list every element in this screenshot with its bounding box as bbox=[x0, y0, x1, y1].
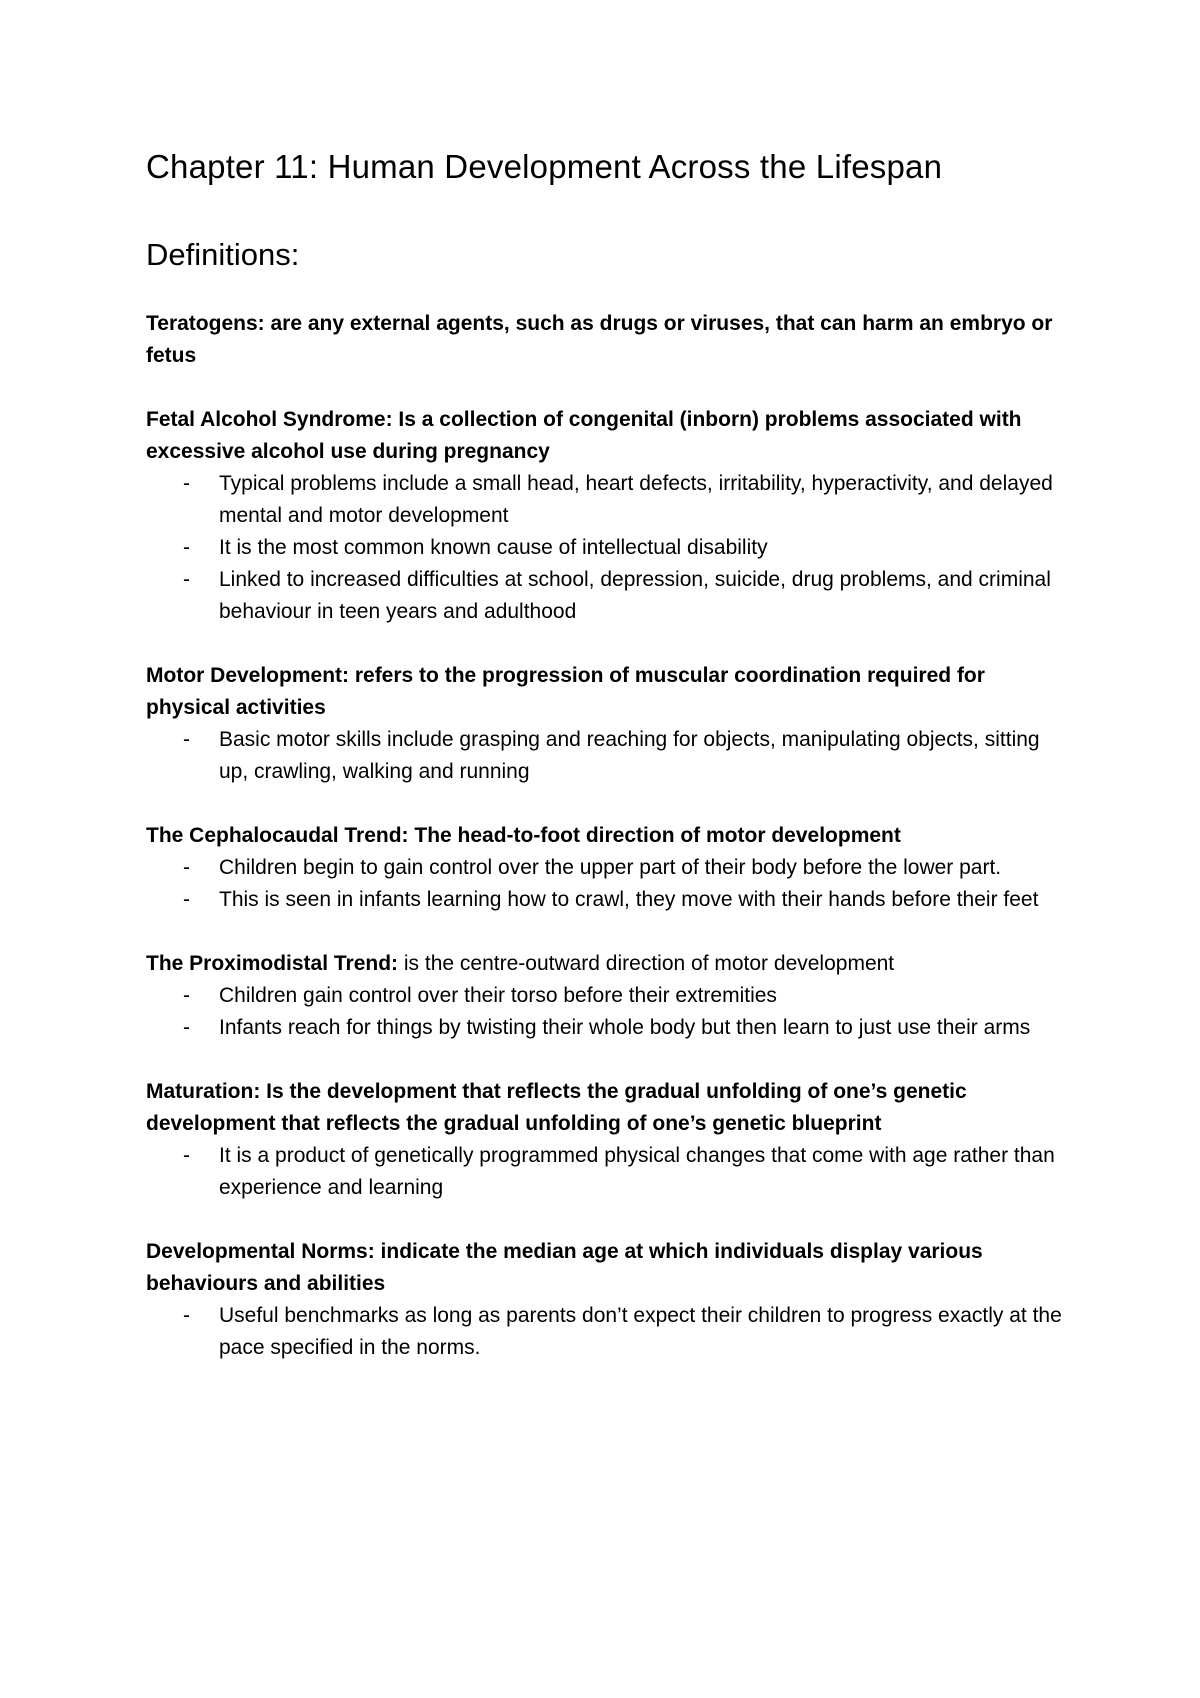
bullet-dash: - bbox=[183, 888, 190, 911]
definition-term-rest: is the centre-outward direction of motor development bbox=[398, 952, 895, 975]
definition-term bbox=[146, 404, 1066, 468]
definition-term bbox=[146, 820, 1066, 852]
page-title: Chapter 11: Human Development Across the Lifespan bbox=[146, 148, 943, 185]
definition-block bbox=[146, 1076, 1066, 1204]
bullet-item bbox=[146, 468, 1066, 532]
bullet-dash: - bbox=[183, 1144, 190, 1167]
bullet-list bbox=[146, 724, 1066, 788]
document-page bbox=[146, 143, 1066, 1396]
definition-term-bold: The Cephalocaudal Trend: The head-to-foot direction of motor development bbox=[146, 824, 901, 847]
definition-block bbox=[146, 1236, 1066, 1364]
bullet-item bbox=[146, 1300, 1066, 1364]
definition-term bbox=[146, 1076, 1066, 1140]
definition-term-bold: The Proximodistal Trend: bbox=[146, 952, 399, 975]
bullet-list bbox=[146, 1140, 1066, 1204]
bullet-text: Basic motor skills include grasping and reaching for objects, manipulating objects, sitting up, crawling, walking and running bbox=[219, 728, 1040, 783]
bullet-text: Children gain control over their torso before their extremities bbox=[219, 984, 777, 1007]
bullet-text: Children begin to gain control over the upper part of their body before the lower part. bbox=[219, 856, 1002, 879]
bullet-list bbox=[146, 1300, 1066, 1364]
definition-term bbox=[146, 1236, 1066, 1300]
bullet-item bbox=[146, 980, 1066, 1012]
bullet-text: This is seen in infants learning how to crawl, they move with their hands before their feet bbox=[219, 888, 1039, 911]
bullet-text: Linked to increased difficulties at school, depression, suicide, drug problems, and criminal behaviour in teen years and adulthood bbox=[219, 568, 1051, 623]
definition-term-bold: Maturation: Is the development that reflects the gradual unfolding of one’s genetic development that reflects the gradual unfolding of one’s genetic blueprint bbox=[146, 1080, 967, 1135]
bullet-dash: - bbox=[183, 856, 190, 879]
definition-term bbox=[146, 308, 1066, 372]
definition-term-bold: Motor Development: refers to the progression of muscular coordination required for physical activities bbox=[146, 664, 985, 719]
bullet-dash: - bbox=[183, 1016, 190, 1039]
bullet-dash: - bbox=[183, 984, 190, 1007]
bullet-dash: - bbox=[183, 472, 190, 495]
bullet-dash: - bbox=[183, 536, 190, 559]
bullet-item bbox=[146, 532, 1066, 564]
bullet-dash: - bbox=[183, 728, 190, 751]
definition-block bbox=[146, 308, 1066, 372]
bullet-text: It is the most common known cause of intellectual disability bbox=[219, 536, 768, 559]
definition-term-bold: Developmental Norms: indicate the median age at which individuals display various behaviours and abilities bbox=[146, 1240, 983, 1295]
bullet-text: Infants reach for things by twisting their whole body but then learn to just use their arms bbox=[219, 1016, 1031, 1039]
bullet-list bbox=[146, 980, 1066, 1044]
bullet-dash: - bbox=[183, 1304, 190, 1327]
definition-term bbox=[146, 948, 1066, 980]
bullet-item bbox=[146, 1140, 1066, 1204]
bullet-item bbox=[146, 724, 1066, 788]
bullet-text: Typical problems include a small head, heart defects, irritability, hyperactivity, and delayed mental and motor development bbox=[219, 472, 1053, 527]
bullet-item bbox=[146, 564, 1066, 628]
definition-term-bold: Teratogens: are any external agents, such as drugs or viruses, that can harm an embryo or fetus bbox=[146, 312, 1053, 367]
definition-block bbox=[146, 404, 1066, 628]
bullet-list bbox=[146, 852, 1066, 916]
definition-block bbox=[146, 948, 1066, 1044]
definitions-list bbox=[146, 308, 1066, 1364]
bullet-item bbox=[146, 884, 1066, 916]
definition-block bbox=[146, 660, 1066, 788]
section-heading: Definitions: bbox=[146, 237, 300, 272]
definition-term-bold: Fetal Alcohol Syndrome: Is a collection of congenital (inborn) problems associated with excessive alcohol use during pregnancy bbox=[146, 408, 1022, 463]
bullet-item bbox=[146, 852, 1066, 884]
bullet-text: It is a product of genetically programmed physical changes that come with age rather than experience and learning bbox=[219, 1144, 1055, 1199]
bullet-text: Useful benchmarks as long as parents don’t expect their children to progress exactly at the pace specified in the norms. bbox=[219, 1304, 1062, 1359]
bullet-list bbox=[146, 468, 1066, 628]
bullet-dash: - bbox=[183, 568, 190, 591]
definition-term bbox=[146, 660, 1066, 724]
definition-block bbox=[146, 820, 1066, 916]
bullet-item bbox=[146, 1012, 1066, 1044]
